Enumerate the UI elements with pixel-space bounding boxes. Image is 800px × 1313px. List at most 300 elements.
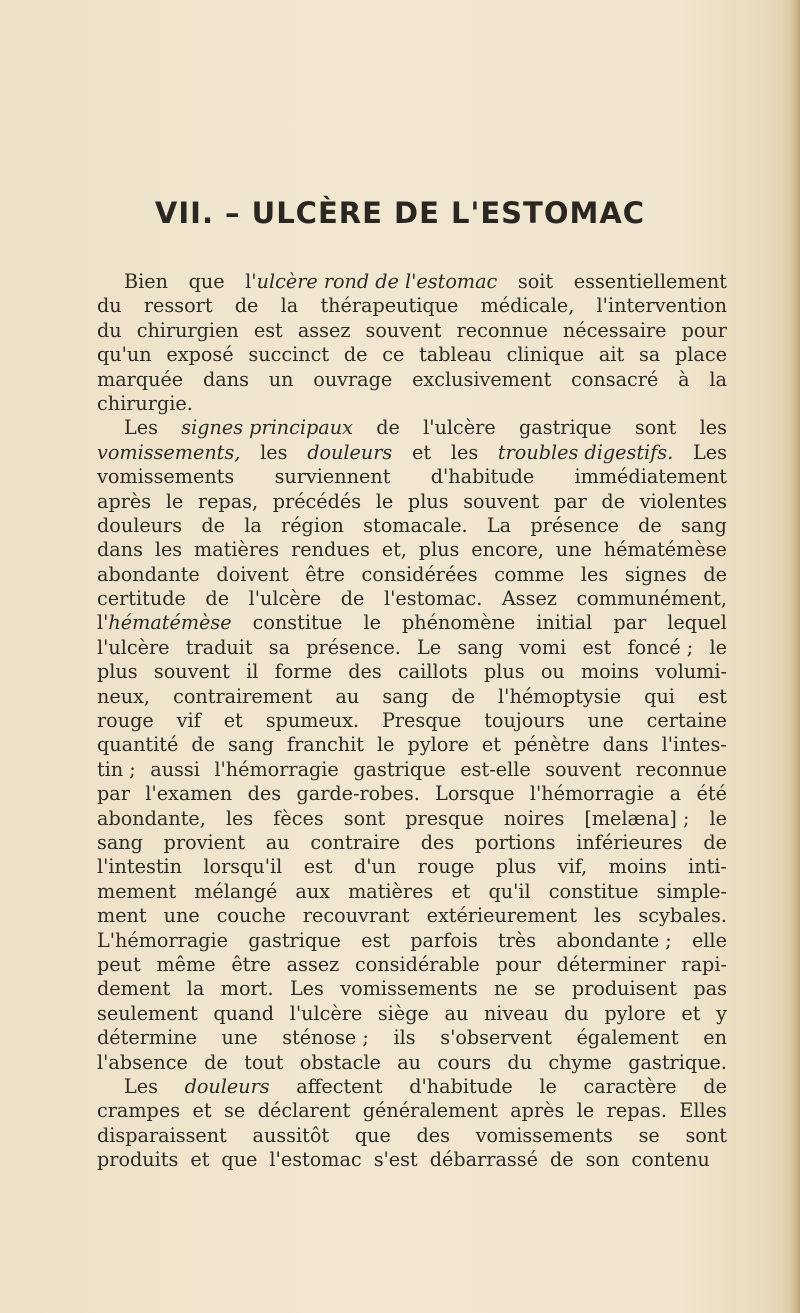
word xyxy=(186,636,253,660)
word-text: Assez xyxy=(501,587,557,611)
word-text: moins xyxy=(608,855,667,879)
word xyxy=(609,855,667,879)
word-text: sont xyxy=(343,806,386,830)
text-line xyxy=(97,1148,727,1172)
word xyxy=(144,294,213,318)
word-text: reconnue xyxy=(635,757,727,781)
word-text: quantité xyxy=(97,733,179,757)
word-text: vomissements xyxy=(475,1123,613,1147)
word-text: initial xyxy=(536,611,593,635)
word xyxy=(681,953,727,977)
word-text: Le xyxy=(417,635,442,659)
word-text: inti- xyxy=(688,855,727,879)
text-line xyxy=(97,953,727,977)
word xyxy=(190,1148,215,1172)
text-line xyxy=(97,490,727,514)
word xyxy=(681,1002,700,1026)
word-text: sont xyxy=(634,416,677,440)
text-line xyxy=(97,465,727,489)
word xyxy=(248,782,282,806)
word xyxy=(418,855,475,879)
word-text: et xyxy=(412,440,432,464)
word-text: plus xyxy=(407,489,449,513)
word xyxy=(419,538,460,562)
word-text: constitue xyxy=(548,879,639,903)
word-text: extérieurement xyxy=(426,904,578,928)
word-text: place xyxy=(675,343,727,367)
word-text: presque xyxy=(405,806,484,830)
word-text: essentiellement xyxy=(573,270,727,293)
text-line xyxy=(97,611,727,635)
word-text: lequel xyxy=(667,611,727,635)
word xyxy=(124,416,158,440)
word-text: pour xyxy=(495,952,541,976)
word xyxy=(703,1026,727,1050)
italic-phrase: douleurs xyxy=(307,440,393,464)
word xyxy=(601,490,625,514)
word xyxy=(97,636,170,660)
word-text: sang xyxy=(457,635,504,659)
word-text: une xyxy=(555,538,592,562)
word-text: s'est xyxy=(373,1148,418,1172)
word xyxy=(150,758,200,782)
word-text: les xyxy=(594,904,622,928)
word-text: stomacale. xyxy=(363,513,468,537)
word xyxy=(145,782,232,806)
word-text: parfois xyxy=(410,928,478,952)
word xyxy=(376,416,400,440)
word-text: de xyxy=(191,733,216,757)
word xyxy=(545,758,621,782)
word xyxy=(647,709,727,733)
word xyxy=(484,1002,549,1026)
word xyxy=(564,1002,589,1026)
word xyxy=(269,368,294,392)
word xyxy=(495,953,540,977)
word-text: Lorsque xyxy=(435,782,515,806)
word-text: gastrique xyxy=(353,757,446,781)
word-text: les xyxy=(154,538,183,562)
word xyxy=(378,1002,429,1026)
word xyxy=(166,343,233,367)
word-text: souvent xyxy=(153,660,230,684)
italic-phrase: troubles digestifs. xyxy=(497,440,674,464)
word-text: considérées xyxy=(361,562,478,586)
word xyxy=(221,977,274,1001)
word xyxy=(97,807,206,831)
word xyxy=(273,490,361,514)
text-line xyxy=(97,660,727,684)
word-text: ne xyxy=(494,977,518,1001)
text-line xyxy=(97,538,727,562)
word xyxy=(154,660,230,684)
word-text: les xyxy=(260,440,288,464)
word xyxy=(698,685,727,709)
word xyxy=(254,319,283,343)
word xyxy=(97,855,182,879)
word-text: assez xyxy=(286,952,340,976)
word-text: de xyxy=(340,587,365,611)
word-text: clinique xyxy=(506,343,585,367)
word xyxy=(275,660,332,684)
word-text: gastrique xyxy=(248,928,341,952)
word xyxy=(554,490,587,514)
word xyxy=(639,1124,660,1148)
word xyxy=(305,563,345,587)
word xyxy=(703,831,727,855)
word-text: déclarent xyxy=(257,1099,351,1123)
word-text: par xyxy=(553,489,587,513)
word-text: les xyxy=(225,806,254,830)
word-text: rouge xyxy=(417,855,475,879)
word xyxy=(361,929,390,953)
text-line xyxy=(97,587,727,611)
word-text: est xyxy=(698,684,727,708)
word xyxy=(97,368,183,392)
word-text: volumi- xyxy=(655,660,727,684)
word-text: de xyxy=(601,489,626,513)
word xyxy=(177,709,201,733)
word-text: violentes xyxy=(639,489,727,513)
word-text: comme xyxy=(494,562,565,586)
word xyxy=(471,538,544,562)
word-text: l'ulcère xyxy=(423,416,496,440)
word xyxy=(291,538,370,562)
word-text: aux xyxy=(295,879,331,903)
word xyxy=(494,563,564,587)
word xyxy=(269,636,290,660)
word xyxy=(498,441,673,465)
word-text: et, xyxy=(381,538,407,562)
word xyxy=(519,416,612,440)
text-line xyxy=(97,733,727,757)
word xyxy=(266,831,290,855)
word xyxy=(290,1002,363,1026)
word-text: gastrique. xyxy=(628,1050,727,1074)
word xyxy=(628,1051,727,1075)
word xyxy=(296,1075,382,1099)
word-text: plus xyxy=(97,660,138,684)
word-text: le xyxy=(165,489,184,513)
word-text: et xyxy=(481,733,501,757)
word xyxy=(504,807,564,831)
word-text: sont xyxy=(685,1123,727,1147)
word xyxy=(599,343,624,367)
word xyxy=(187,977,205,1001)
word xyxy=(692,929,727,953)
word xyxy=(423,416,496,440)
word xyxy=(191,733,215,757)
word-text: dans xyxy=(97,538,143,562)
word xyxy=(273,807,323,831)
word xyxy=(97,319,122,343)
word xyxy=(457,319,548,343)
word xyxy=(376,490,394,514)
word xyxy=(97,831,143,855)
word xyxy=(678,368,689,392)
word xyxy=(198,490,258,514)
word xyxy=(244,1051,283,1075)
word-text: surviennent xyxy=(274,465,391,489)
word xyxy=(476,1124,613,1148)
word xyxy=(205,587,229,611)
word-text: chirurgie. xyxy=(97,391,193,415)
word xyxy=(253,1124,330,1148)
word xyxy=(693,441,727,465)
word xyxy=(408,490,449,514)
word xyxy=(97,490,151,514)
word-text: hématémèse xyxy=(603,538,727,562)
word-text: d'habitude xyxy=(430,465,535,489)
word xyxy=(97,538,143,562)
text-line xyxy=(97,929,727,953)
word xyxy=(97,441,240,465)
word-text: Les xyxy=(692,440,727,464)
word xyxy=(581,563,608,587)
word-text: Les xyxy=(124,1074,158,1098)
word-text: l'hémorragie xyxy=(529,782,655,806)
word-text: l'ulcère xyxy=(289,1001,363,1025)
word xyxy=(670,782,681,806)
word xyxy=(226,807,253,831)
word-text: succinct xyxy=(248,343,330,367)
word-text: du xyxy=(97,318,122,342)
word xyxy=(607,1099,667,1123)
word-text: disparaissent xyxy=(97,1123,227,1147)
word-text: le xyxy=(576,1099,595,1123)
text-line xyxy=(97,294,727,318)
word-text: certaine xyxy=(646,709,727,733)
word xyxy=(97,1148,184,1172)
word-text: ce xyxy=(382,343,405,367)
word-text: le xyxy=(375,489,394,513)
word-text: signes xyxy=(624,562,687,586)
word xyxy=(382,343,404,367)
text-line xyxy=(97,1002,727,1026)
word xyxy=(97,977,170,1001)
word xyxy=(604,1002,665,1026)
word xyxy=(97,465,234,489)
word xyxy=(245,270,497,294)
word xyxy=(185,1075,270,1099)
word xyxy=(496,855,537,879)
word-text: l'hémoptysie xyxy=(498,684,622,708)
word xyxy=(290,977,324,1001)
word-text: caractère xyxy=(583,1074,677,1098)
word-text: plus xyxy=(483,660,525,684)
word-text: se xyxy=(224,1099,246,1123)
word xyxy=(556,929,671,953)
word xyxy=(681,514,727,538)
word xyxy=(557,953,666,977)
word xyxy=(382,685,428,709)
word xyxy=(344,807,385,831)
word-text: se xyxy=(534,977,556,1001)
word xyxy=(344,343,368,367)
word-text: communément, xyxy=(576,587,727,611)
word-text: souvent xyxy=(365,318,442,342)
word xyxy=(475,831,556,855)
word-text: recouvrant xyxy=(302,904,410,928)
word xyxy=(550,1148,580,1172)
word-text: contenu xyxy=(631,1148,710,1172)
text-line xyxy=(97,270,727,294)
word xyxy=(384,587,482,611)
word-text: doivent xyxy=(216,562,289,586)
body-text xyxy=(97,270,727,1172)
word-text: repas. xyxy=(606,1099,667,1123)
word-text: lorsqu'il xyxy=(203,855,283,879)
word-text: Les xyxy=(124,416,158,440)
word xyxy=(244,514,262,538)
word xyxy=(203,368,249,392)
word xyxy=(97,733,178,757)
word-text: constitue xyxy=(252,611,343,635)
word-text: phénomène xyxy=(402,611,516,635)
word xyxy=(416,1124,450,1148)
word xyxy=(613,611,646,635)
italic-phrase: vomissements, xyxy=(97,440,241,464)
word-text: déterminer xyxy=(556,952,666,976)
word xyxy=(313,368,392,392)
word-text: vomissements xyxy=(97,465,235,489)
word-text: a xyxy=(669,782,682,806)
word xyxy=(97,294,122,318)
word xyxy=(520,636,567,660)
word-text: est xyxy=(253,318,283,342)
word-text: des xyxy=(348,660,382,684)
word-text: siège xyxy=(377,1001,429,1025)
word xyxy=(166,490,184,514)
word xyxy=(484,709,565,733)
word-text: après xyxy=(510,1099,565,1123)
word-text: détermine xyxy=(97,1026,197,1050)
word xyxy=(440,1026,552,1050)
word-text: présence. xyxy=(306,635,401,659)
word-text: l'intes- xyxy=(661,733,727,757)
word-text: pylore xyxy=(407,733,469,757)
word xyxy=(412,368,551,392)
word-text: dans xyxy=(202,367,249,391)
text-line xyxy=(97,1124,727,1148)
word-text: une xyxy=(587,709,624,733)
word xyxy=(258,1099,351,1123)
word xyxy=(435,782,514,806)
word-text: vomi xyxy=(519,635,567,659)
word xyxy=(298,319,351,343)
word-text: l'examen xyxy=(145,782,233,806)
word-text: traduit xyxy=(185,635,253,659)
word-text: soit xyxy=(517,270,554,293)
word-text: L'hémorragie xyxy=(97,928,229,952)
word-text: Bien xyxy=(124,270,168,293)
word-text: pas xyxy=(693,977,727,1001)
word xyxy=(269,1148,367,1172)
word-text: est-elle xyxy=(460,757,531,781)
word-text: fèces xyxy=(273,806,324,830)
text-line xyxy=(97,807,727,831)
word-text: l'ulcère xyxy=(248,587,322,611)
word xyxy=(451,685,475,709)
word-text: tableau xyxy=(419,343,492,367)
word xyxy=(549,880,639,904)
word-text: une xyxy=(221,1026,258,1050)
word xyxy=(628,636,694,660)
word xyxy=(716,1002,727,1026)
word-text: s'observent xyxy=(440,1026,552,1050)
word xyxy=(541,660,565,684)
word xyxy=(588,709,624,733)
word-text: le xyxy=(709,806,727,830)
word xyxy=(355,953,480,977)
word-text: des xyxy=(416,1123,450,1147)
text-line xyxy=(97,636,727,660)
word xyxy=(536,611,592,635)
word xyxy=(534,977,555,1001)
word xyxy=(577,587,727,611)
word-text: du xyxy=(564,1001,589,1025)
word-text: au xyxy=(444,1001,469,1025)
word xyxy=(253,611,343,635)
word xyxy=(631,1148,715,1172)
text-line xyxy=(97,1075,727,1099)
word-text: affectent xyxy=(296,1074,383,1098)
word-text: et xyxy=(190,1148,210,1172)
word-text: l'ulcère xyxy=(97,635,170,659)
word xyxy=(408,733,469,757)
word xyxy=(558,855,588,879)
chapter-title: VII. – ULCÈRE DE L'ESTOMAC xyxy=(154,196,646,230)
word-text: débarrassé xyxy=(429,1148,538,1172)
word-text: du xyxy=(507,1050,533,1074)
word-text: couche xyxy=(216,904,286,928)
word xyxy=(655,660,727,684)
word xyxy=(393,1026,415,1050)
word-text: la xyxy=(244,513,262,537)
word xyxy=(164,904,200,928)
word xyxy=(363,1099,498,1123)
word xyxy=(246,660,258,684)
word-text: il xyxy=(246,660,259,684)
word xyxy=(402,611,515,635)
word-text: au xyxy=(335,684,360,708)
word-text: dans xyxy=(602,733,649,757)
word-text: l'intervention xyxy=(596,294,727,318)
word-text: au xyxy=(265,830,290,854)
word xyxy=(340,977,477,1001)
word-text: sang xyxy=(97,830,143,854)
word-text: l' xyxy=(97,611,109,635)
word xyxy=(530,514,618,538)
word xyxy=(97,1124,227,1148)
word xyxy=(97,514,182,538)
word-text: l' xyxy=(245,270,257,293)
text-line xyxy=(97,709,727,733)
word xyxy=(97,1002,198,1026)
word xyxy=(481,294,575,318)
word xyxy=(97,929,228,953)
word-text: de xyxy=(451,684,475,708)
word-text: ou xyxy=(540,660,565,684)
word xyxy=(463,490,539,514)
word-text: souvent xyxy=(545,757,622,781)
word xyxy=(228,733,274,757)
word-text: l'hémorragie xyxy=(214,757,339,781)
word xyxy=(638,514,662,538)
word xyxy=(193,1099,212,1123)
word-text: de xyxy=(703,830,727,854)
word-text: portions xyxy=(474,830,556,854)
